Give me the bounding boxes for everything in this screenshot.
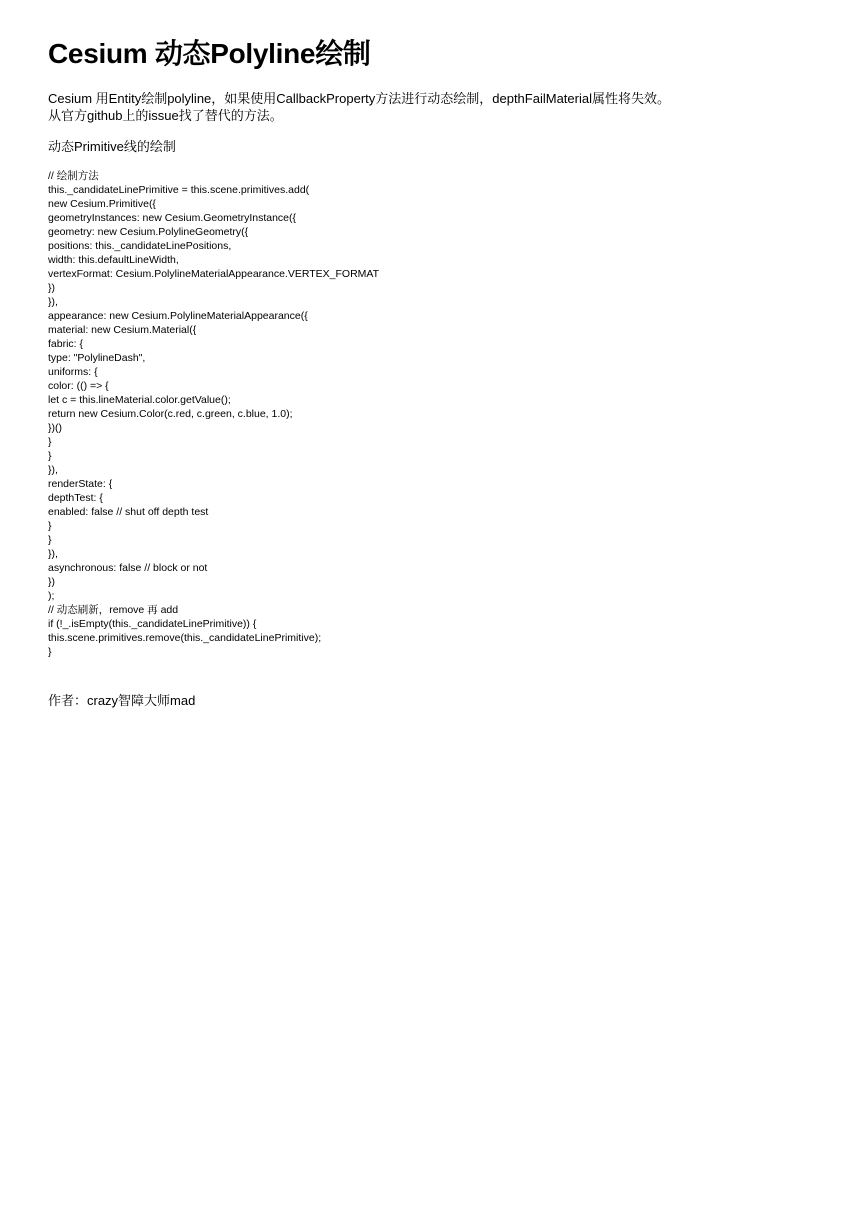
code-line: type: "PolylineDash", [48,352,146,364]
page-title: Cesium 动态Polyline绘制 [48,38,371,69]
section-subheading: 动态Primitive线的绘制 [48,139,176,154]
code-block [48,169,828,659]
code-line: enabled: false // shut off depth test [48,506,209,518]
code-line: }), [48,548,58,560]
code-line: // 动态刷新，remove 再 add [48,604,179,616]
code-line: width: this.defaultLineWidth, [48,254,179,266]
code-line: if (!_.isEmpty(this._candidateLinePrimitive)) { [48,618,257,630]
code-line: vertexFormat: Cesium.PolylineMaterialAppearance.VERTEX_FORMAT [48,268,380,280]
code-line: this.scene.primitives.remove(this._candidateLinePrimitive); [48,632,322,644]
code-line: // 绘制方法 [48,170,99,182]
code-line: positions: this._candidateLinePositions, [48,240,232,252]
author-line: 作者：crazy智障大师mad [48,693,196,708]
code-line: color: (() => { [48,380,109,392]
code-line: } [48,520,52,532]
code-line: return new Cesium.Color(c.red, c.green, c.blue, 1.0); [48,408,293,420]
code-line: })() [48,422,62,434]
code-line: this._candidateLinePrimitive = this.scene.primitives.add( [48,184,310,196]
code-line: } [48,450,52,462]
code-line: appearance: new Cesium.PolylineMaterialAppearance({ [48,310,308,322]
intro-line: 从官方github上的issue找了替代的方法。 [48,108,283,123]
code-line: new Cesium.Primitive({ [48,198,156,210]
code-line: let c = this.lineMaterial.color.getValue(); [48,394,231,406]
code-line: renderState: { [48,478,113,490]
code-line: }) [48,576,56,588]
code-line: }), [48,464,58,476]
intro-paragraph [48,90,828,124]
code-line: } [48,436,52,448]
code-line: }), [48,296,58,308]
code-line: } [48,534,52,546]
code-line: } [48,646,52,658]
code-line: }) [48,282,56,294]
code-line: depthTest: { [48,492,103,504]
code-line: material: new Cesium.Material({ [48,324,197,336]
intro-line: Cesium 用Entity绘制polyline，如果使用CallbackProperty方法进行动态绘制，depthFailMaterial属性将失效。 [48,91,670,106]
code-line: geometryInstances: new Cesium.GeometryInstance({ [48,212,297,224]
code-line: fabric: { [48,338,84,350]
code-line: geometry: new Cesium.PolylineGeometry({ [48,226,249,238]
code-line: asynchronous: false // block or not [48,562,208,574]
code-line: uniforms: { [48,366,98,378]
code-line: ); [48,590,55,602]
document-page [48,36,828,709]
